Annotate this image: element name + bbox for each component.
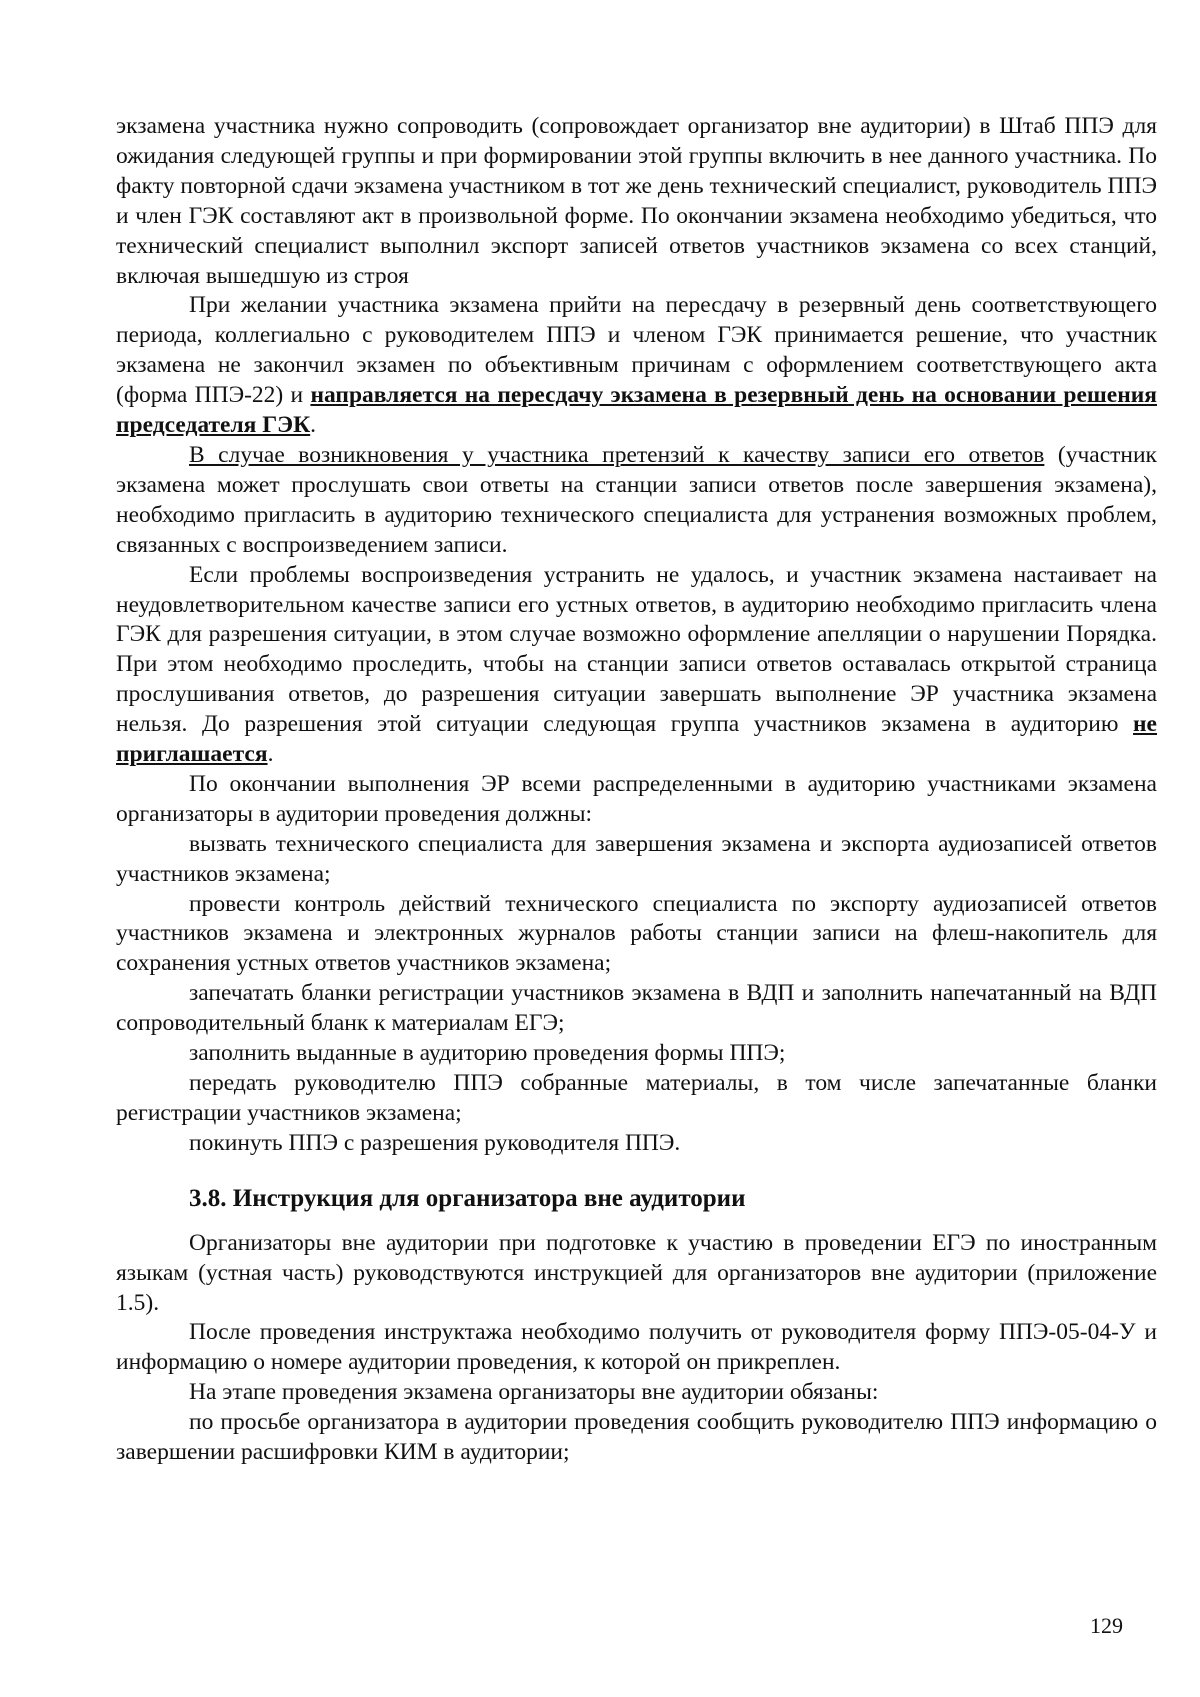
list-item-fill-forms: заполнить выданные в аудиторию проведения формы ППЭ; (189, 1040, 786, 1067)
paragraph-14: На этапе проведения экзамена организаторы вне аудитории обязаны: (189, 1379, 879, 1406)
list-item-control-export: провести контроль действий технического специалиста по экспорту аудиозаписей ответов участников экзамена и электронных журналов работы станции записи на флеш-накопитель для сохранения устных ответов участников экзамена; (116, 890, 1157, 977)
list-item-hand-over: передать руководителю ППЭ собранные материалы, в том числе запечатанные бланки регистрации участников экзамена; (116, 1070, 1157, 1126)
paragraph-4-emphasis: не приглашается (116, 711, 1157, 768)
paragraph-15: по просьбе организатора в аудитории проведения сообщить руководителю ППЭ информацию о завершении расшифровки КИМ в аудитории; (116, 1409, 1157, 1466)
paragraph-12: Организаторы вне аудитории при подготовке к участию в проведении ЕГЭ по иностранным языкам (устная часть) руководствуются инструкцией для организаторов вне аудитории (приложение 1.5). (116, 1229, 1157, 1316)
paragraph-2-emphasis: направляется на пересдачу экзамена в резервный день на основании решения председателя ГЭК (116, 382, 1157, 439)
list-item-call-specialist: вызвать технического специалиста для завершения экзамена и экспорта аудиозаписей ответов участников экзамена; (116, 830, 1157, 887)
list-item-leave: покинуть ППЭ с разрешения руководителя ППЭ. (189, 1129, 681, 1156)
paragraph-4-end: . (267, 741, 274, 768)
paragraph-2 (116, 291, 1157, 441)
page-number: 129 (1090, 1613, 1123, 1638)
section-heading: 3.8. Инструкция для организатора вне аудитории (189, 1184, 746, 1212)
paragraph-3-text: (участник экзамена может прослушать свои ответы на станции записи ответов после завершения экзамена), необходимо пригласить в аудиторию технического специалиста для устранения возможных проблем, связанных с воспроизведением записи. (116, 441, 1157, 558)
page-body (116, 112, 1157, 1468)
paragraph-13: После проведения инструктажа необходимо получить от руководителя форму ППЭ-05-04-У и информацию о номере аудитории проведения, к которой он прикреплен. (116, 1319, 1157, 1376)
list-item-seal-forms: запечатать бланки регистрации участников экзамена в ВДП и заполнить напечатанный на ВДП сопроводительный бланк к материалам ЕГЭ; (116, 980, 1157, 1037)
paragraph-1: экзамена участника нужно сопроводить (сопровождает организатор вне аудитории) в Штаб ППЭ для ожидания следующей группы и при формировании этой группы включить в нее данного участника. По факту повторной сдачи экзамена участником в тот же день технический специалист, руководитель ППЭ и член ГЭК составляют акт в произвольной форме. По окончании экзамена необходимо убедиться, что технический специалист выполнил экспорт записей ответов участников экзамена со всех станций, включая вышедшую из строя (116, 113, 1157, 289)
paragraph-2-text: При желании участника экзамена прийти на пересдачу в резервный день соответствующего периода, коллегиально с руководителем ППЭ и членом ГЭК принимается решение, что участник экзамена не закончил экзамен по объективным причинам с оформлением соответствующего акта (форма ППЭ-22) и (116, 292, 1157, 409)
paragraph-3 (116, 441, 1157, 561)
paragraph-4 (116, 561, 1157, 770)
paragraph-5: По окончании выполнения ЭР всеми распределенными в аудиторию участниками экзамена организаторы в аудитории проведения должны: (116, 770, 1157, 827)
paragraph-3-underlined: В случае возникновения у участника претензий к качеству записи его ответов (189, 441, 1045, 468)
paragraph-4-text: Если проблемы воспроизведения устранить не удалось, и участник экзамена настаивает на неудовлетворительном качестве записи его устных ответов, в аудиторию необходимо пригласить члена ГЭК для разрешения ситуации, в этом случае возможно оформление апелляции о нарушении Порядка. При этом необходимо проследить, чтобы на станции записи ответов оставалась открытой страница прослушивания ответов, до разрешения ситуации завершать выполнение ЭР участника экзамена нельзя. До разрешения этой ситуации следующая группа участников экзамена в аудиторию (116, 561, 1157, 738)
paragraph-2-end: . (310, 412, 317, 439)
